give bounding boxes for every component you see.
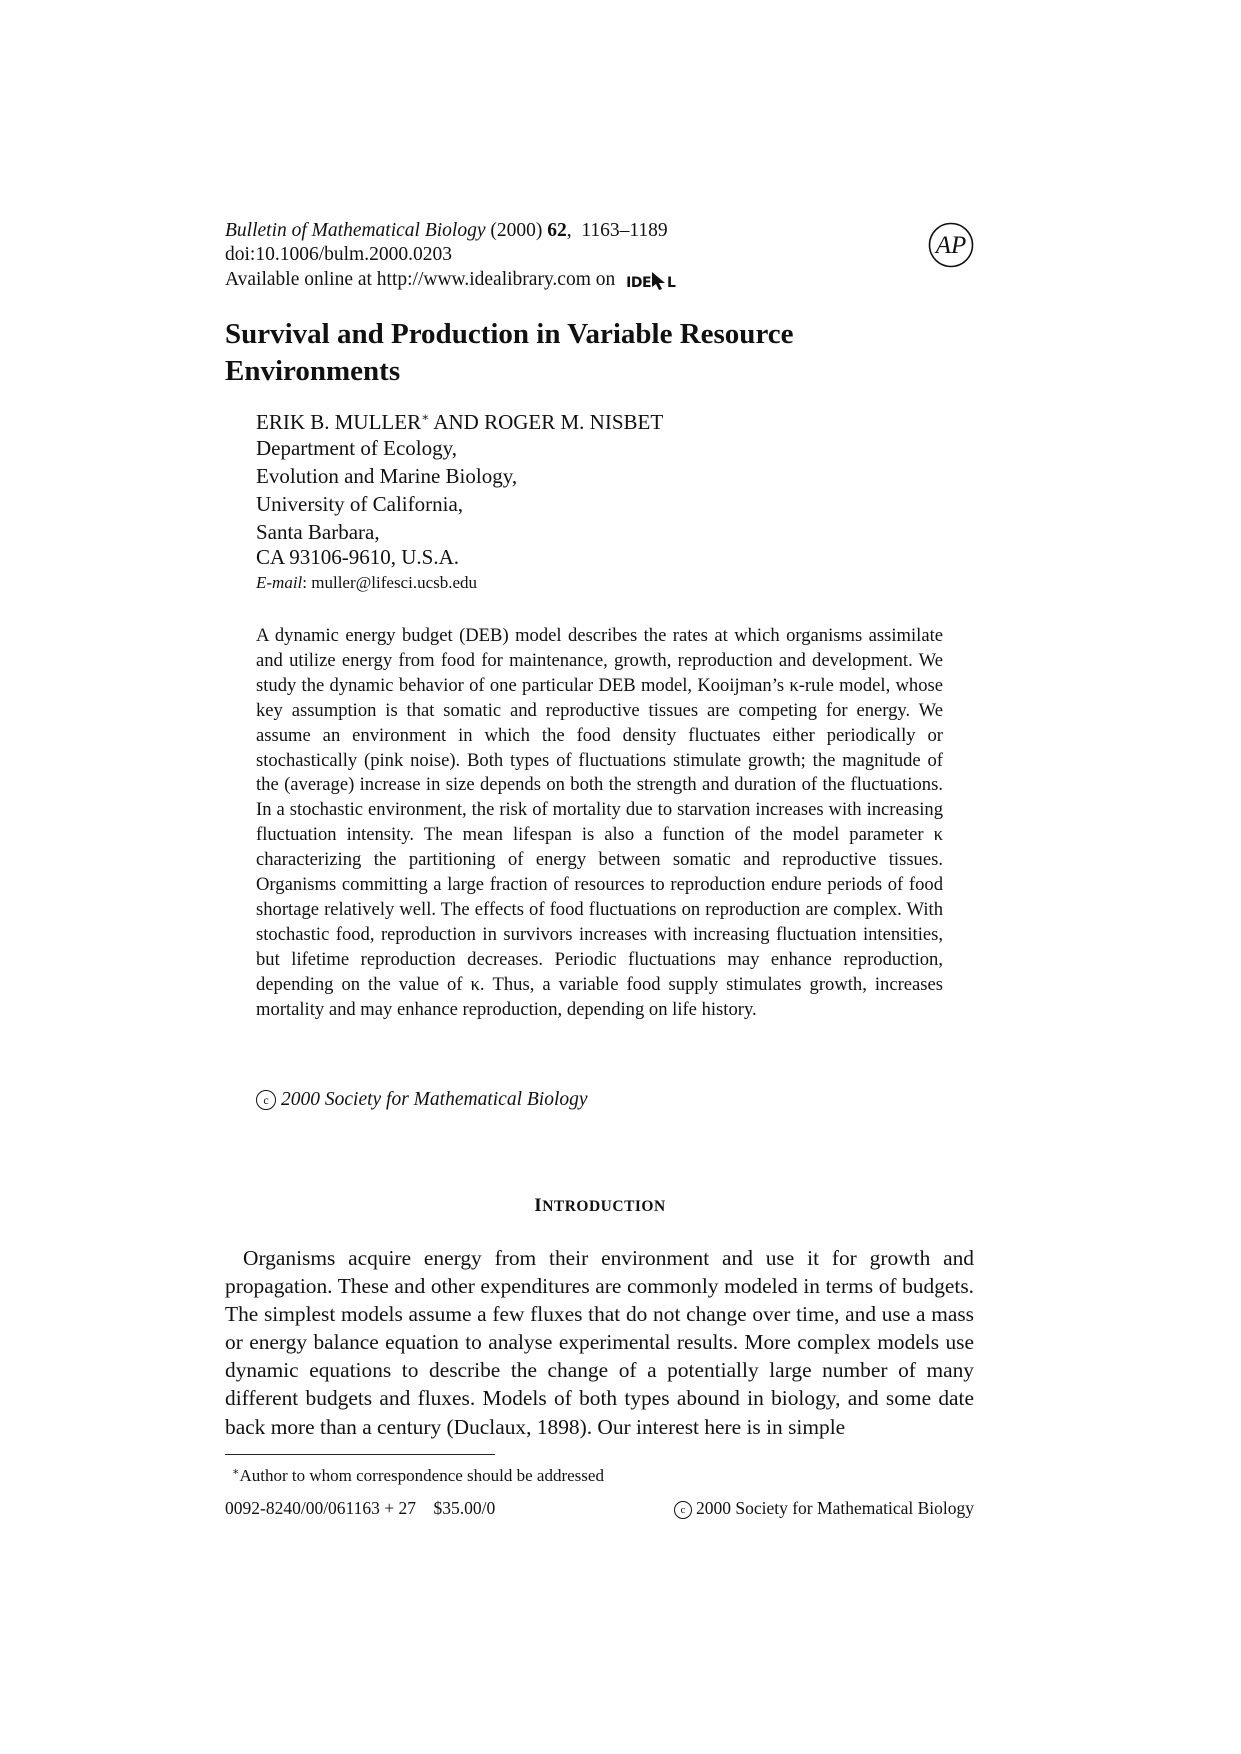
journal-volume: 62 [547, 220, 567, 241]
abstract-copyright-text: 2000 Society for Mathematical Biology [281, 1089, 588, 1110]
affiliation [256, 434, 517, 569]
footer-copyright-text: 2000 Society for Mathematical Biology [695, 1498, 974, 1518]
footnote-marker: ∗ [232, 1466, 240, 1478]
abstract-copyright [256, 1088, 588, 1112]
body-paragraph: Organisms acquire energy from their environment and use it for growth and propagation. These and other expenditures are commonly modeled in terms of budgets. The simplest models assume a few fluxes that do not change over time, and use a mass or energy balance equation to analyse experimental results. More complex models use dynamic equations to describe the change of a potentially large number of many different budgets and fluxes. Models of both types abound in biology, and some date back more than a century (Duclaux, 1898). Our interest here is in simple [225, 1246, 974, 1439]
section-heading-rest: NTRODUCTION [542, 1198, 666, 1215]
online-availability [225, 268, 675, 295]
academic-press-logo-text: AP [935, 232, 967, 259]
journal-citation: Bulletin of Mathematical Biology (2000) 62, 1163–1189 [225, 220, 668, 241]
footer-code [225, 1497, 495, 1519]
ideal-logo [626, 271, 675, 295]
affiliation-line: CA 93106-9610, U.S.A. [256, 545, 460, 569]
footer-copyright [650, 1497, 974, 1519]
affiliation-line: Santa Barbara, [256, 520, 380, 544]
footer-price: $35.00/0 [433, 1498, 496, 1518]
author-rest: AND ROGER M. NISBET [429, 410, 664, 434]
footnote-text: Author to whom correspondence should be addressed [239, 1466, 604, 1485]
online-availability-text: Available online at http://www.idealibrary.com on [225, 269, 616, 290]
abstract: A dynamic energy budget (DEB) model describes the rates at which organisms assimilate and utilize energy from food for maintenance, growth, reproduction and development. We study the dynamic behavior of one particular DEB model, Kooijman’s κ-rule model, whose key assumption is that somatic and reproductive tissues are competing for energy. We assume an environment in which the food density fluctuates either periodically or stochastically (pink noise). Both types of fluctuations stimulate growth; the magnitude of the (average) increase in size depends on both the strength and duration of the fluctuations. In a stochastic environment, the risk of mortality due to starvation increases with increasing fluctuation intensity. The mean lifespan is also a function of the model parameter κ characterizing the partitioning of energy between somatic and reproductive tissues. Organisms committing a large fraction of resources to reproduction endure periods of food shortage relatively well. The effects of food fluctuations on reproduction are complex. With stochastic food, reproduction in survivors increases with increasing fluctuation intensities, but lifetime reproduction decreases. Periodic fluctuations may enhance reproduction, depending on the value of κ. Thus, a variable food supply stimulates growth, increases mortality and may enhance reproduction, depending on life history. [256, 625, 943, 1020]
copyright-symbol: c [256, 1090, 276, 1110]
academic-press-logo [928, 222, 974, 268]
doi: doi:10.1006/bulm.2000.0203 [225, 244, 452, 265]
section-heading [0, 1195, 1200, 1217]
author-marker: ∗ [421, 410, 430, 424]
email-label: E-mail [256, 573, 303, 592]
authors [256, 404, 663, 435]
affiliation-line: University of California, [256, 492, 464, 516]
footnote-rule [225, 1454, 495, 1455]
email-address[interactable]: : muller@lifesci.ucsb.edu [302, 573, 478, 592]
author-first: ERIK B. MULLER [256, 410, 422, 434]
affiliation-line: Department of Ecology, [256, 436, 457, 460]
journal-pages: 1163–1189 [581, 220, 668, 241]
paper-title: Survival and Production in Variable Resource Environments [225, 318, 794, 387]
affiliation-line: Evolution and Marine Biology, [256, 464, 518, 488]
ideal-logo-text: IDE [626, 275, 652, 291]
ideal-logo-tail: L [667, 275, 676, 291]
section-heading-initial: I [534, 1195, 543, 1216]
footer-code-text: 0092-8240/00/061163 + 27 [225, 1498, 417, 1518]
journal-year: (2000) [490, 220, 543, 241]
copyright-symbol: c [674, 1501, 692, 1519]
email [256, 572, 477, 594]
journal-name: Bulletin of Mathematical Biology [225, 220, 486, 241]
footnote [232, 1461, 604, 1487]
cursor-arrow-icon [651, 271, 667, 291]
